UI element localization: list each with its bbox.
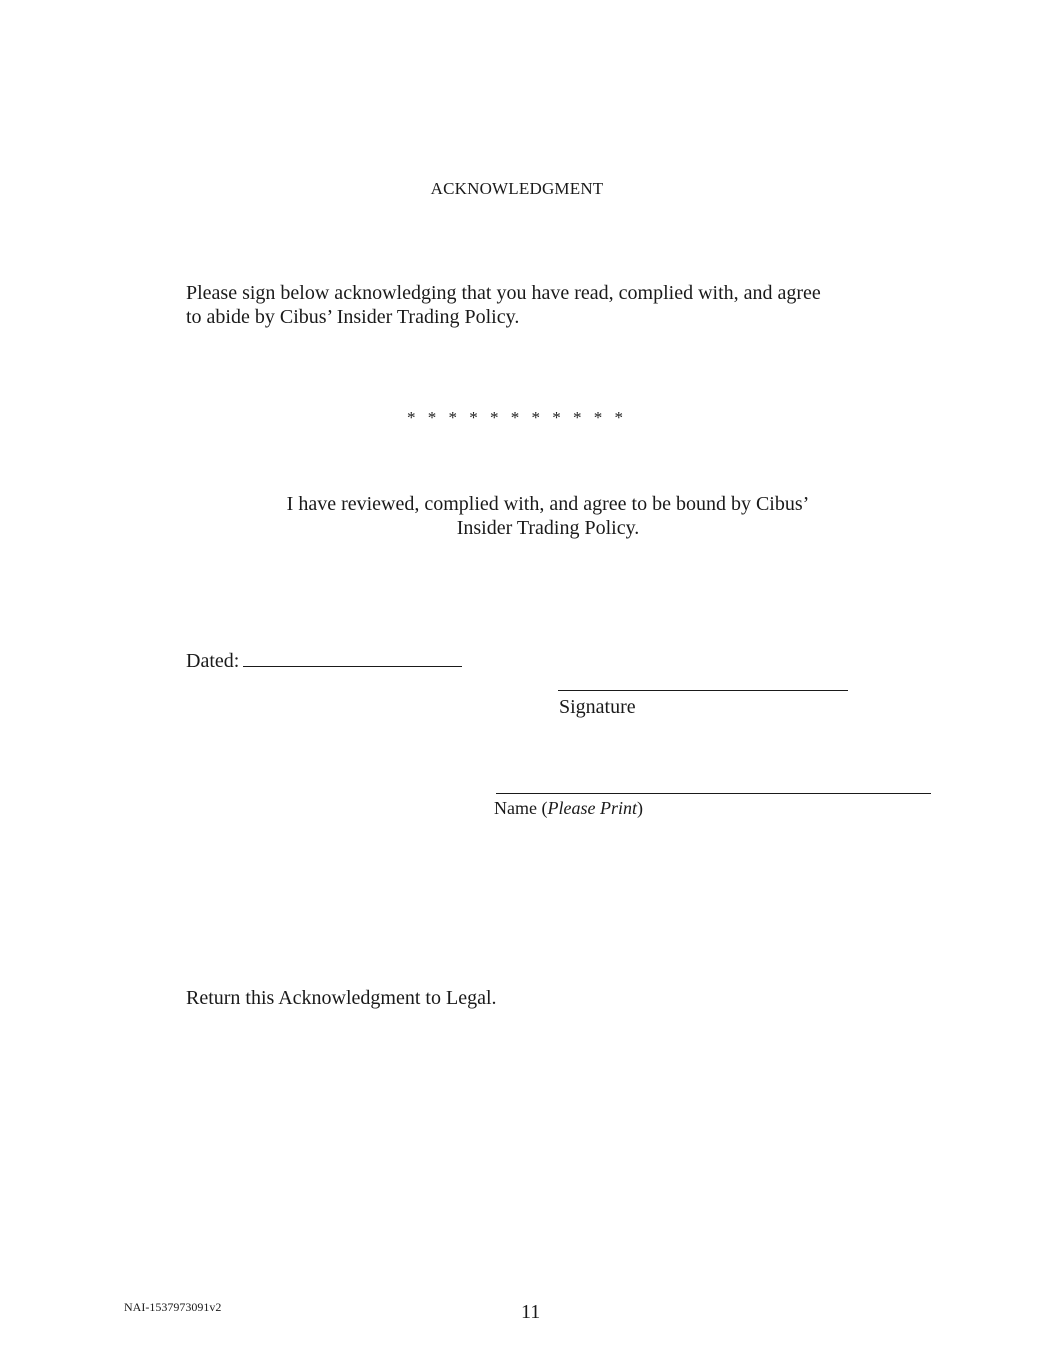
intro-paragraph [186,281,821,329]
date-blank-line[interactable] [243,647,462,667]
name-label-suffix: ) [636,798,643,818]
name-label-prefix: Name ( [494,798,548,818]
intro-line-1: Please sign below acknowledging that you have read, complied with, and agree [186,282,821,304]
dated-field [186,647,462,673]
section-separator: * * * * * * * * * * * [407,408,627,427]
signature-label: Signature [559,696,636,718]
signature-line[interactable] [558,690,848,691]
statement-line-2: Insider Trading Policy. [456,517,640,539]
statement-line-1: I have reviewed, complied with, and agree to be bound by Cibus’ [286,493,810,515]
document-id: NAI-1537973091v2 [124,1300,222,1314]
name-label [494,797,643,819]
name-line[interactable] [496,793,931,794]
return-instruction: Return this Acknowledgment to Legal. [186,987,497,1009]
dated-label: Dated: [186,650,240,672]
page-number: 11 [521,1301,541,1323]
page-title: ACKNOWLEDGMENT [430,179,604,198]
acknowledgment-statement [0,492,1055,540]
name-label-italic: Please Print [547,798,637,818]
intro-line-2: to abide by Cibus’ Insider Trading Policy. [186,306,520,328]
